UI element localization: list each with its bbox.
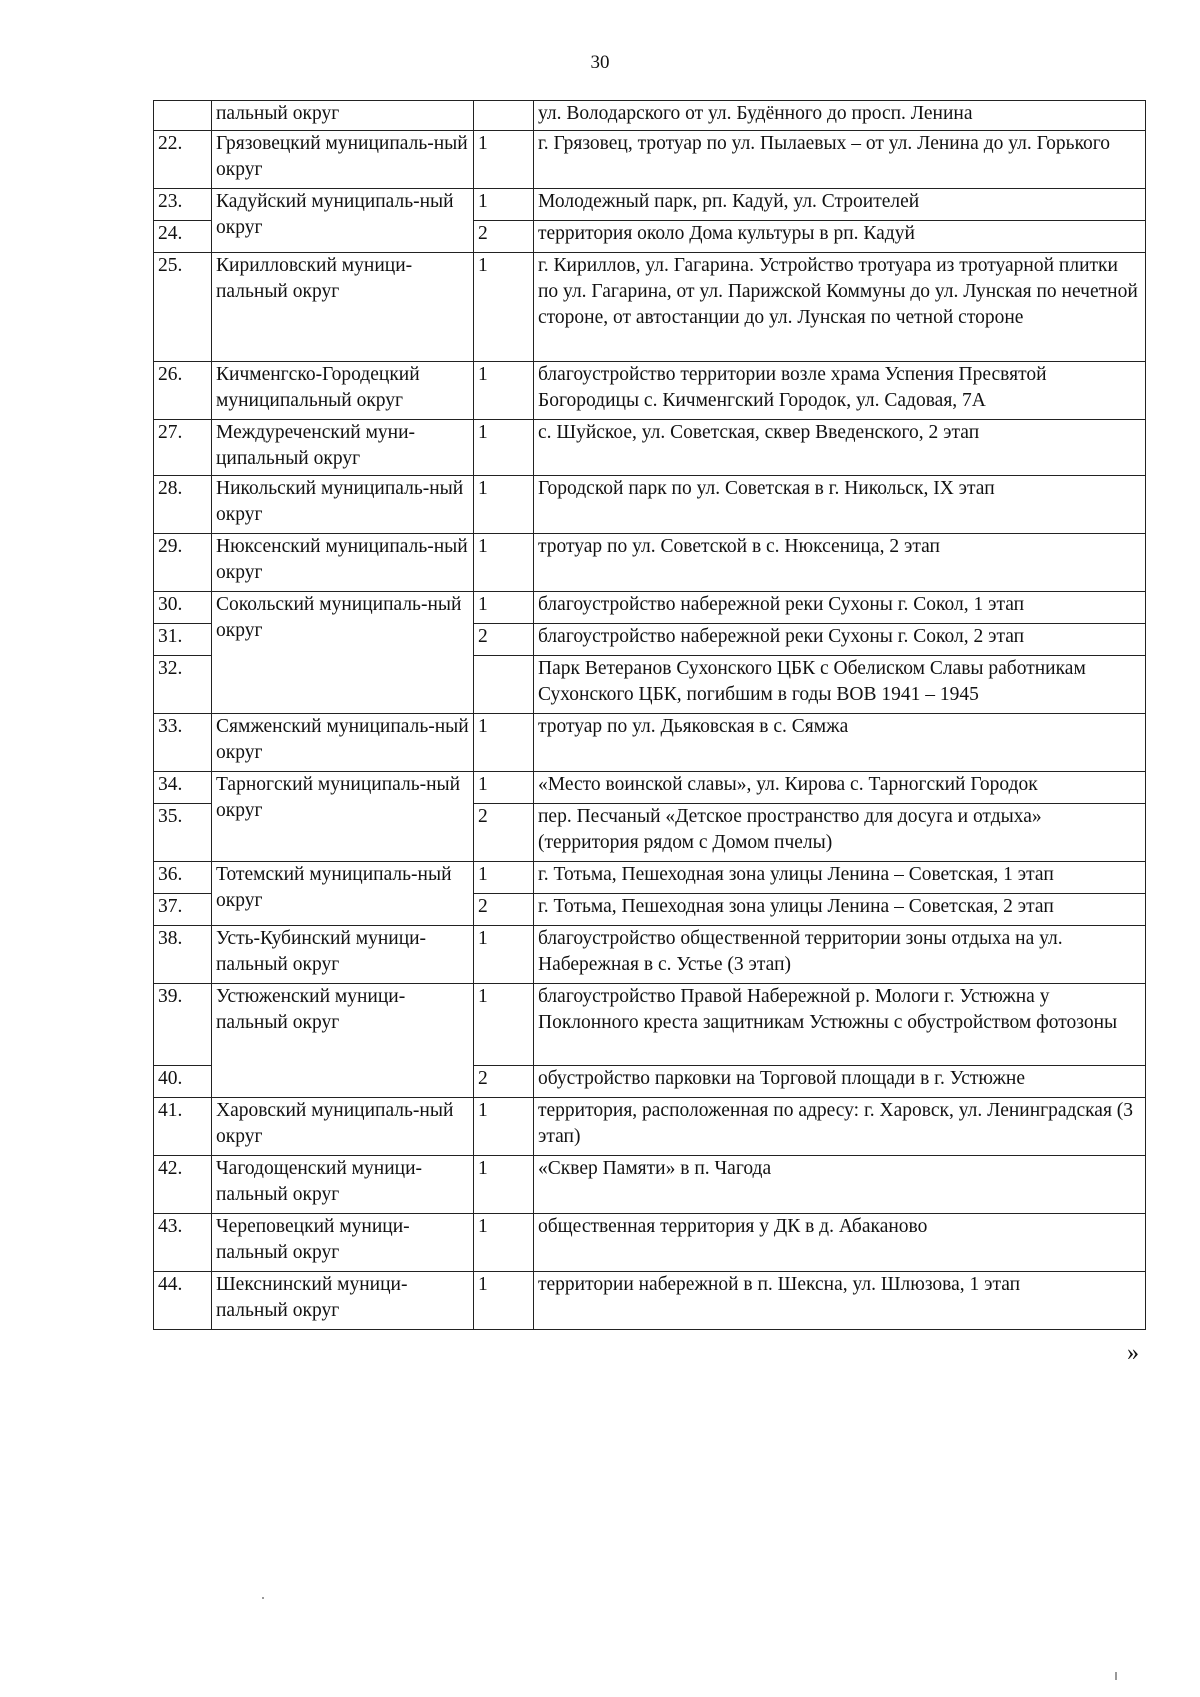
table-row: [154, 926, 1146, 984]
district-cell: Грязовецкий муниципаль-ный округ: [212, 131, 474, 189]
stage-order-cell: 2: [474, 894, 534, 926]
object-description-cell: г. Тотьма, Пешеходная зона улицы Ленина – Советская, 2 этап: [534, 894, 1146, 926]
stage-order-cell: 1: [474, 862, 534, 894]
table-row: [154, 362, 1146, 420]
stage-order-cell: 1: [474, 253, 534, 362]
object-description-cell: благоустройство территории возле храма Успения Пресвятой Богородицы с. Кичменгский Городок, ул. Садовая, 7А: [534, 362, 1146, 420]
row-number-cell: 34.: [154, 772, 212, 804]
district-cell: Кадуйский муниципаль-ный округ: [212, 189, 474, 253]
object-description-cell: Парк Ветеранов Сухонского ЦБК с Обелиском Славы работникам Сухонского ЦБК, погибшим в годы ВОВ 1941 – 1945: [534, 656, 1146, 714]
stage-order-cell: 2: [474, 804, 534, 862]
district-cell: Устюженский муници-пальный округ: [212, 984, 474, 1098]
row-number-cell: 28.: [154, 476, 212, 534]
stage-order-cell: 2: [474, 221, 534, 253]
district-cell: пальный округ: [212, 101, 474, 131]
district-cell: Тарногский муниципаль-ный округ: [212, 772, 474, 862]
district-cell: Череповецкий муници-пальный округ: [212, 1214, 474, 1272]
object-description-cell: «Место воинской славы», ул. Кирова с. Тарногский Городок: [534, 772, 1146, 804]
stage-order-cell: 1: [474, 772, 534, 804]
stage-order-cell: 1: [474, 420, 534, 476]
district-cell: Сямженский муниципаль-ный округ: [212, 714, 474, 772]
table-row: [154, 189, 1146, 221]
table-row: [154, 862, 1146, 894]
object-description-cell: благоустройство набережной реки Сухоны г. Сокол, 1 этап: [534, 592, 1146, 624]
object-description-cell: ул. Володарского от ул. Будённого до просп. Ленина: [534, 101, 1146, 131]
object-description-cell: тротуар по ул. Советской в с. Нюксеница, 2 этап: [534, 534, 1146, 592]
object-description-cell: территория, расположенная по адресу: г. Харовск, ул. Ленинградская (3 этап): [534, 1098, 1146, 1156]
row-number-cell: 41.: [154, 1098, 212, 1156]
object-description-cell: пер. Песчаный «Детское пространство для досуга и отдыха» (территория рядом с Домом пчелы): [534, 804, 1146, 862]
stage-order-cell: 2: [474, 1066, 534, 1098]
row-number-cell: 43.: [154, 1214, 212, 1272]
row-number-cell: 39.: [154, 984, 212, 1066]
row-number-cell: 42.: [154, 1156, 212, 1214]
district-cell: Междуреченский муни-ципальный округ: [212, 420, 474, 476]
row-number-cell: 26.: [154, 362, 212, 420]
table-body: [154, 101, 1146, 1330]
object-description-cell: обустройство парковки на Торговой площади в г. Устюжне: [534, 1066, 1146, 1098]
district-cell: Усть-Кубинский муници-пальный округ: [212, 926, 474, 984]
table-row: [154, 592, 1146, 624]
object-description-cell: г. Тотьма, Пешеходная зона улицы Ленина – Советская, 1 этап: [534, 862, 1146, 894]
district-cell: Никольский муниципаль-ный округ: [212, 476, 474, 534]
stage-order-cell: 1: [474, 714, 534, 772]
object-description-cell: с. Шуйское, ул. Советская, сквер Введенского, 2 этап: [534, 420, 1146, 476]
district-cell: Харовский муниципаль-ный округ: [212, 1098, 474, 1156]
closing-quote: »: [1127, 1340, 1139, 1366]
table-row: [154, 1156, 1146, 1214]
stage-order-cell: 1: [474, 926, 534, 984]
row-number-cell: 22.: [154, 131, 212, 189]
row-number-cell: 35.: [154, 804, 212, 862]
row-number-cell: 32.: [154, 656, 212, 714]
row-number-cell: 44.: [154, 1272, 212, 1330]
scan-mark: [262, 1597, 264, 1599]
object-description-cell: территории набережной в п. Шексна, ул. Шлюзова, 1 этап: [534, 1272, 1146, 1330]
stage-order-cell: 1: [474, 1156, 534, 1214]
object-description-cell: благоустройство общественной территории зоны отдыха на ул. Набережная в с. Устье (3 этап): [534, 926, 1146, 984]
table-row: [154, 1214, 1146, 1272]
stage-order-cell: 1: [474, 1098, 534, 1156]
district-cell: Кирилловский муници-пальный округ: [212, 253, 474, 362]
row-number-cell: 33.: [154, 714, 212, 772]
table-row: [154, 420, 1146, 476]
row-number-cell: 27.: [154, 420, 212, 476]
table-row: [154, 476, 1146, 534]
table-row: [154, 253, 1146, 362]
district-cell: Чагодощенский муници-пальный округ: [212, 1156, 474, 1214]
table-row: [154, 534, 1146, 592]
page-number: 30: [590, 52, 610, 73]
row-number-cell: 37.: [154, 894, 212, 926]
stage-order-cell: 1: [474, 1272, 534, 1330]
row-number-cell: 30.: [154, 592, 212, 624]
district-cell: Шекснинский муници-пальный округ: [212, 1272, 474, 1330]
district-cell: Сокольский муниципаль-ный округ: [212, 592, 474, 714]
object-description-cell: г. Грязовец, тротуар по ул. Пылаевых – от ул. Ленина до ул. Горького: [534, 131, 1146, 189]
stage-order-cell: 1: [474, 131, 534, 189]
object-description-cell: территория около Дома культуры в рп. Кадуй: [534, 221, 1146, 253]
table-row: [154, 772, 1146, 804]
object-description-cell: «Сквер Памяти» в п. Чагода: [534, 1156, 1146, 1214]
table-row: [154, 1272, 1146, 1330]
stage-order-cell: 2: [474, 624, 534, 656]
table-row: [154, 1098, 1146, 1156]
row-number-cell: 40.: [154, 1066, 212, 1098]
table-row: [154, 714, 1146, 772]
stage-order-cell: [474, 656, 534, 714]
object-list-table: [153, 100, 1146, 1330]
stage-order-cell: 1: [474, 984, 534, 1066]
stage-order-cell: 1: [474, 534, 534, 592]
row-number-cell: 23.: [154, 189, 212, 221]
stage-order-cell: [474, 101, 534, 131]
row-number-cell: 29.: [154, 534, 212, 592]
table-row: [154, 131, 1146, 189]
row-number-cell: 24.: [154, 221, 212, 253]
stage-order-cell: 1: [474, 1214, 534, 1272]
object-description-cell: благоустройство Правой Набережной р. Мологи г. Устюжна у Поклонного креста защитникам Устюжны с обустройством фотозоны: [534, 984, 1146, 1066]
district-cell: Нюксенский муниципаль-ный округ: [212, 534, 474, 592]
row-number-cell: 31.: [154, 624, 212, 656]
district-cell: Кичменгско-Городецкий муниципальный округ: [212, 362, 474, 420]
stage-order-cell: 1: [474, 592, 534, 624]
object-description-cell: тротуар по ул. Дьяковская в с. Сямжа: [534, 714, 1146, 772]
row-number-cell: [154, 101, 212, 131]
scan-mark: [1115, 1672, 1117, 1680]
stage-order-cell: 1: [474, 189, 534, 221]
row-number-cell: 36.: [154, 862, 212, 894]
stage-order-cell: 1: [474, 362, 534, 420]
object-description-cell: благоустройство набережной реки Сухоны г. Сокол, 2 этап: [534, 624, 1146, 656]
row-number-cell: 38.: [154, 926, 212, 984]
table-row: [154, 101, 1146, 131]
object-description-cell: Молодежный парк, рп. Кадуй, ул. Строителей: [534, 189, 1146, 221]
object-description-cell: общественная территория у ДК в д. Абаканово: [534, 1214, 1146, 1272]
object-description-cell: г. Кириллов, ул. Гагарина. Устройство тротуара из тротуарной плитки по ул. Гагарина, от ул. Парижской Коммуны до ул. Лунская по нечетной стороне, от автостанции до ул. Лунская по четной стороне: [534, 253, 1146, 362]
district-cell: Тотемский муниципаль-ный округ: [212, 862, 474, 926]
object-description-cell: Городской парк по ул. Советская в г. Никольск, IX этап: [534, 476, 1146, 534]
row-number-cell: 25.: [154, 253, 212, 362]
stage-order-cell: 1: [474, 476, 534, 534]
table-row: [154, 984, 1146, 1066]
